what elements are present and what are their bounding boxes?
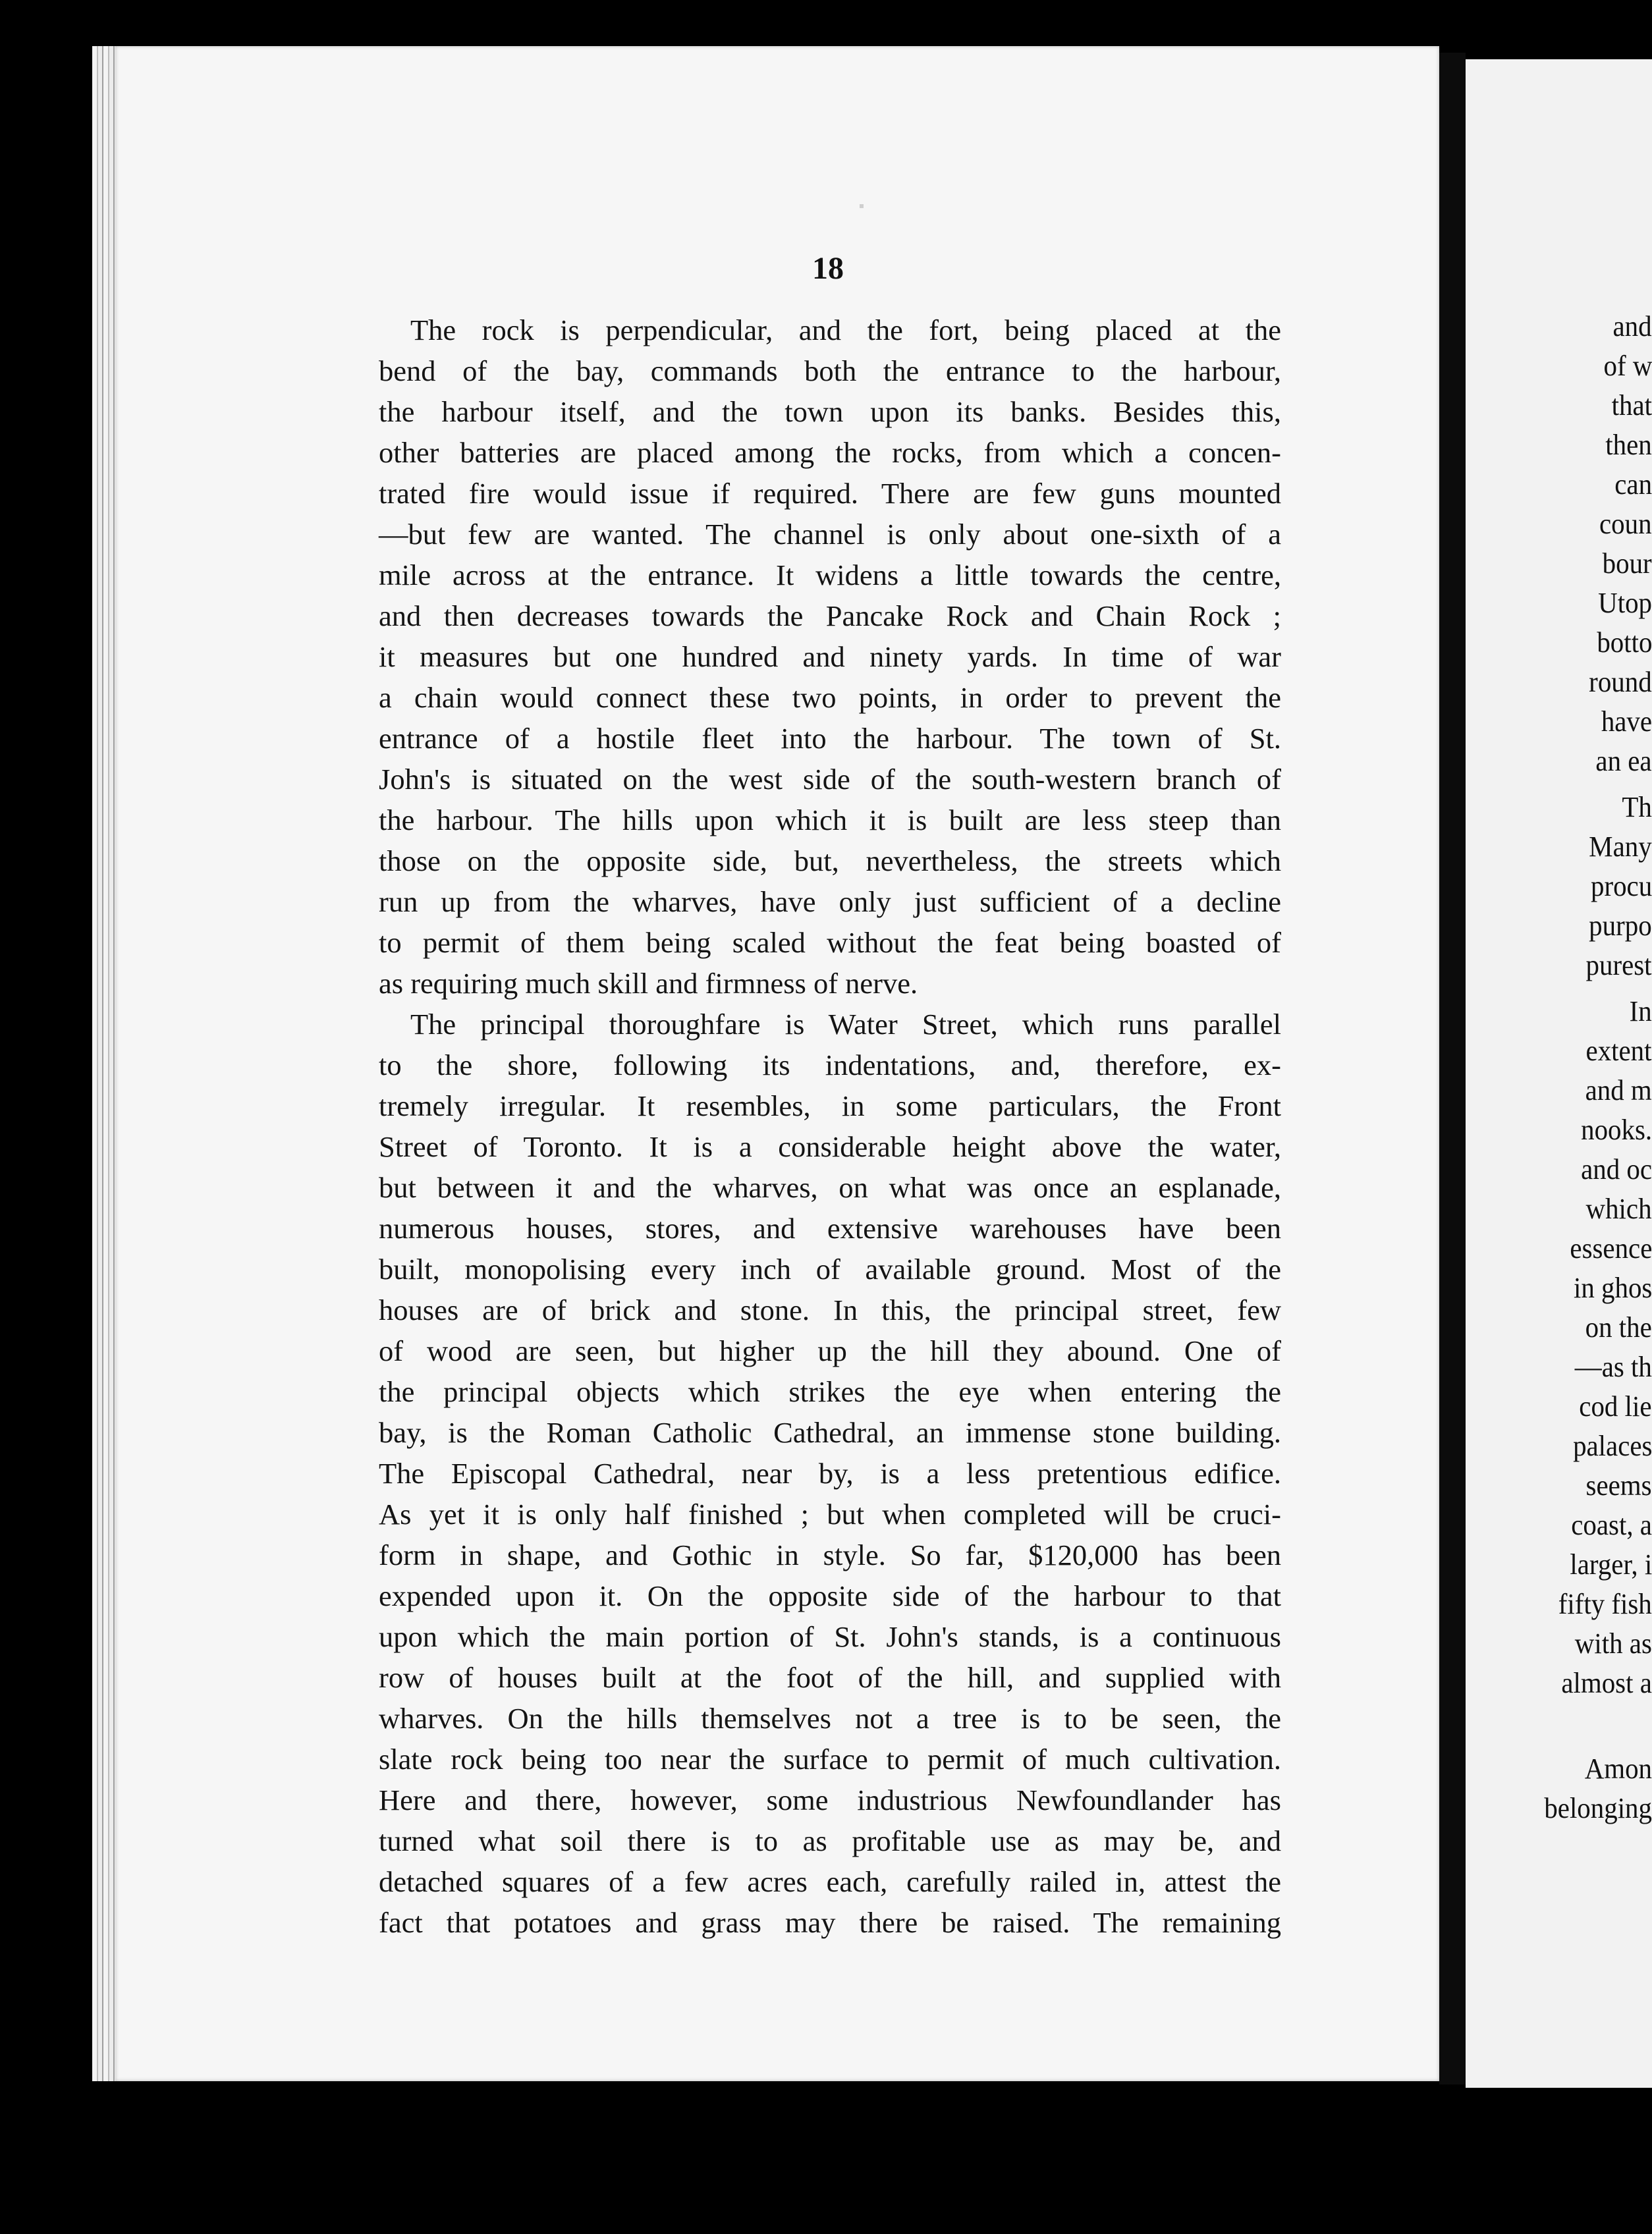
text-line: mile across at the entrance. It widens a little towards the centre, [379, 558, 1281, 591]
text-line: The rock is perpendicular, and the fort, being placed at the [410, 313, 1281, 346]
text-line: but between it and the wharves, on what was once an esplanade, [379, 1171, 1281, 1204]
facing-text-fragment: bour [1602, 547, 1652, 580]
text-line: As yet it is only half finished ; but when completed will be cruci- [379, 1498, 1281, 1531]
text-line: the principal objects which strikes the eye when entering the [379, 1375, 1281, 1408]
scan-border-left [0, 0, 92, 2234]
facing-text-fragment: an ea [1595, 745, 1652, 777]
text-line: as requiring much skill and firmness of nerve. [379, 967, 918, 1000]
facing-text-fragment: larger, i [1570, 1548, 1652, 1581]
text-line: wharves. On the hills themselves not a tree is to be seen, the [379, 1702, 1281, 1735]
facing-text-fragment: and oc [1581, 1153, 1652, 1185]
facing-text-fragment: almost a [1561, 1667, 1652, 1699]
facing-text-fragment: with as [1574, 1627, 1652, 1660]
facing-text-fragment: have [1601, 705, 1652, 738]
facing-page-fragment [1466, 59, 1652, 2088]
text-line: bay, is the Roman Catholic Cathedral, an immense stone building. [379, 1416, 1281, 1449]
facing-text-fragment: In [1629, 995, 1652, 1027]
text-line: numerous houses, stores, and extensive warehouses have been [379, 1212, 1281, 1245]
facing-text-fragment: that [1611, 389, 1652, 422]
text-line: The principal thoroughfare is Water Street, which runs parallel [410, 1008, 1281, 1041]
facing-text-fragment: Amon [1584, 1753, 1652, 1785]
facing-text-fragment: procu [1590, 870, 1652, 902]
facing-text-fragment: Utop [1598, 587, 1652, 619]
text-line: to the shore, following its indentations, and, therefore, ex- [379, 1049, 1281, 1081]
text-line: tremely irregular. It resembles, in some particulars, the Front [379, 1089, 1281, 1122]
text-line: upon which the main portion of St. John's stands, is a continuous [379, 1620, 1281, 1653]
facing-text-fragment: and [1612, 310, 1652, 342]
facing-text-fragment: belonging [1544, 1792, 1652, 1824]
text-line: to permit of them being scaled without the feat being boasted of [379, 926, 1281, 959]
facing-text-fragment: which [1585, 1193, 1652, 1225]
facing-text-fragment: in ghos [1573, 1272, 1652, 1304]
facing-text-fragment: botto [1596, 626, 1652, 659]
text-line: the harbour itself, and the town upon its banks. Besides this, [379, 395, 1281, 428]
text-line: built, monopolising every inch of available ground. Most of the [379, 1253, 1281, 1286]
text-line: row of houses built at the foot of the hill, and supplied with [379, 1661, 1281, 1694]
book-spine [1439, 53, 1466, 2084]
facing-text-fragment: seems [1585, 1469, 1652, 1502]
text-line: the harbour. The hills upon which it is built are less steep than [379, 804, 1281, 836]
facing-text-fragment: —as th [1574, 1351, 1652, 1383]
text-line: The Episcopal Cathedral, near by, is a less pretentious edifice. [379, 1457, 1281, 1490]
facing-text-fragment: on the [1585, 1311, 1652, 1344]
text-line: run up from the wharves, have only just sufficient of a decline [379, 885, 1281, 918]
facing-text-fragment: purpo [1589, 910, 1652, 942]
facing-text-fragment: can [1614, 468, 1652, 501]
facing-text-fragment: fifty fish [1558, 1588, 1652, 1620]
text-line: turned what soil there is to as profitable use as may be, and [379, 1824, 1281, 1857]
text-line: other batteries are placed among the rocks, from which a concen- [379, 436, 1281, 469]
text-line: Street of Toronto. It is a considerable height above the water, [379, 1130, 1281, 1163]
text-line: trated fire would issue if required. There are few guns mounted [379, 477, 1281, 510]
text-line: John's is situated on the west side of the south-western branch of [379, 763, 1281, 796]
text-line: houses are of brick and stone. In this, the principal street, few [379, 1294, 1281, 1326]
facing-text-fragment: round [1589, 666, 1652, 698]
text-line: expended upon it. On the opposite side of the harbour to that [379, 1579, 1281, 1612]
text-line: fact that potatoes and grass may there be raised. The remaining [379, 1906, 1281, 1939]
scan-speck [860, 204, 864, 208]
facing-text-fragment: palaces [1572, 1430, 1652, 1462]
text-line: slate rock being too near the surface to permit of much cultivation. [379, 1743, 1281, 1776]
page-number: 18 [812, 251, 844, 286]
facing-text-fragment: nooks. [1581, 1114, 1652, 1146]
text-line: form in shape, and Gothic in style. So far, $120,000 has been [379, 1539, 1281, 1571]
facing-text-fragment: and m [1585, 1074, 1652, 1106]
text-line: detached squares of a few acres each, carefully railed in, attest the [379, 1865, 1281, 1898]
text-line: Here and there, however, some industrious Newfoundlander has [379, 1784, 1281, 1816]
text-line: those on the opposite side, but, nevertheless, the streets which [379, 844, 1281, 877]
facing-text-fragment: extent [1586, 1035, 1652, 1067]
text-line: —but few are wanted. The channel is only about one-sixth of a [379, 518, 1281, 551]
text-line: of wood are seen, but higher up the hill they abound. One of [379, 1334, 1281, 1367]
facing-text-fragment: essence [1570, 1232, 1652, 1265]
facing-text-fragment: coun [1599, 508, 1652, 540]
text-line: and then decreases towards the Pancake Rock and Chain Rock ; [379, 599, 1281, 632]
facing-text-fragment: coast, a [1571, 1509, 1652, 1541]
text-line: it measures but one hundred and ninety yards. In time of war [379, 640, 1281, 673]
facing-text-fragment: cod lie [1579, 1390, 1652, 1423]
text-line: bend of the bay, commands both the entrance to the harbour, [379, 354, 1281, 387]
facing-text-fragment: Many [1589, 831, 1652, 863]
facing-text-fragment: then [1605, 429, 1652, 461]
facing-text-fragment: of w [1603, 350, 1652, 382]
text-line: entrance of a hostile fleet into the harbour. The town of St. [379, 722, 1281, 755]
facing-text-fragment: Th [1622, 791, 1652, 823]
text-line: a chain would connect these two points, in order to prevent the [379, 681, 1281, 714]
facing-text-fragment: purest [1585, 949, 1652, 981]
